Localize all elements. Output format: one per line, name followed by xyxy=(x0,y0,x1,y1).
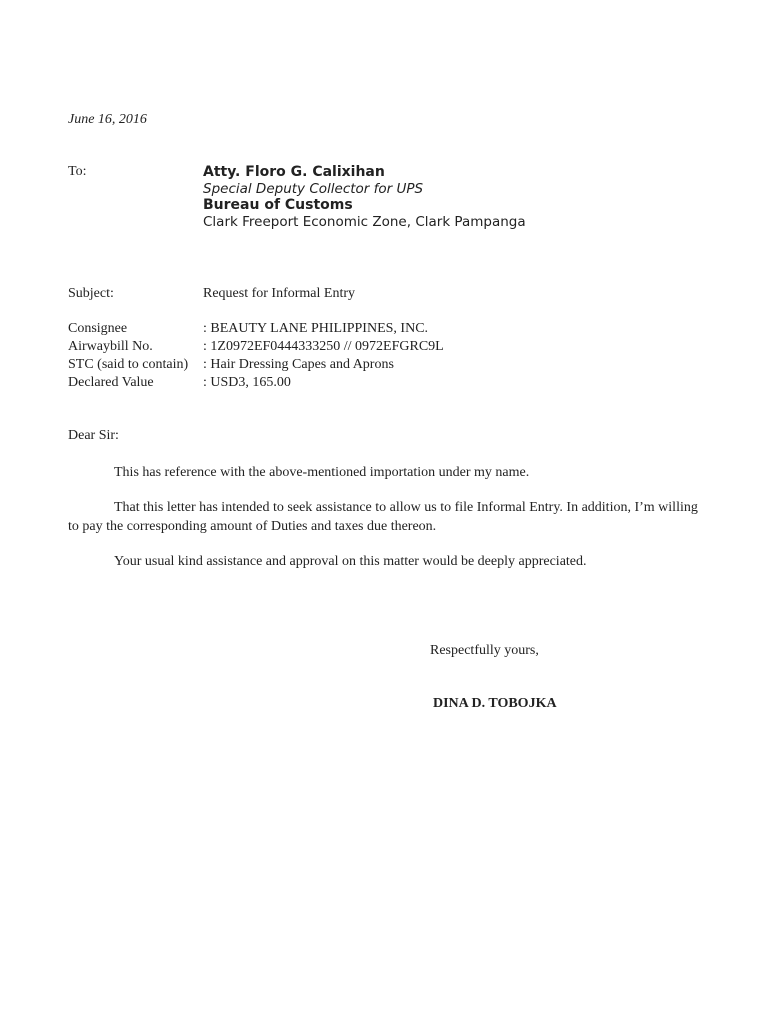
recipient-name: Atty. Floro G. Calixihan xyxy=(203,164,385,180)
detail-label-airwaybill: Airwaybill No. xyxy=(68,339,153,354)
detail-label-stc: STC (said to contain) xyxy=(68,357,189,372)
to-label: To: xyxy=(68,164,87,179)
recipient-address: Clark Freeport Economic Zone, Clark Pampanga xyxy=(203,214,526,230)
body-paragraph: This has reference with the above-mentioned importation under my name. xyxy=(114,465,530,480)
subject-label: Subject: xyxy=(68,286,114,301)
detail-value-stc: : Hair Dressing Capes and Aprons xyxy=(203,357,394,372)
detail-value-consignee: : BEAUTY LANE PHILIPPINES, INC. xyxy=(203,321,429,336)
detail-label-declared-value: Declared Value xyxy=(68,375,154,390)
letter-date: June 16, 2016 xyxy=(68,112,147,127)
signatory-name: DINA D. TOBOJKA xyxy=(433,696,557,711)
recipient-office: Bureau of Customs xyxy=(203,197,353,213)
recipient-title: Special Deputy Collector for UPS xyxy=(203,181,424,197)
body-paragraph: Your usual kind assistance and approval on this matter would be deeply appreciated. xyxy=(114,554,587,569)
salutation: Dear Sir: xyxy=(68,428,119,443)
detail-value-airwaybill: : 1Z0972EF0444333250 // 0972EFGRC9L xyxy=(203,339,444,354)
subject-value: Request for Informal Entry xyxy=(203,286,356,301)
detail-label-consignee: Consignee xyxy=(68,321,128,336)
detail-value-declared-value: : USD3, 165.00 xyxy=(203,375,291,390)
body-paragraph: That this letter has intended to seek assistance to allow us to file Informal Entry. In addition, I’m willing to pay the corresponding amount of Duties and taxes due thereon. xyxy=(68,500,698,534)
closing: Respectfully yours, xyxy=(430,643,539,658)
